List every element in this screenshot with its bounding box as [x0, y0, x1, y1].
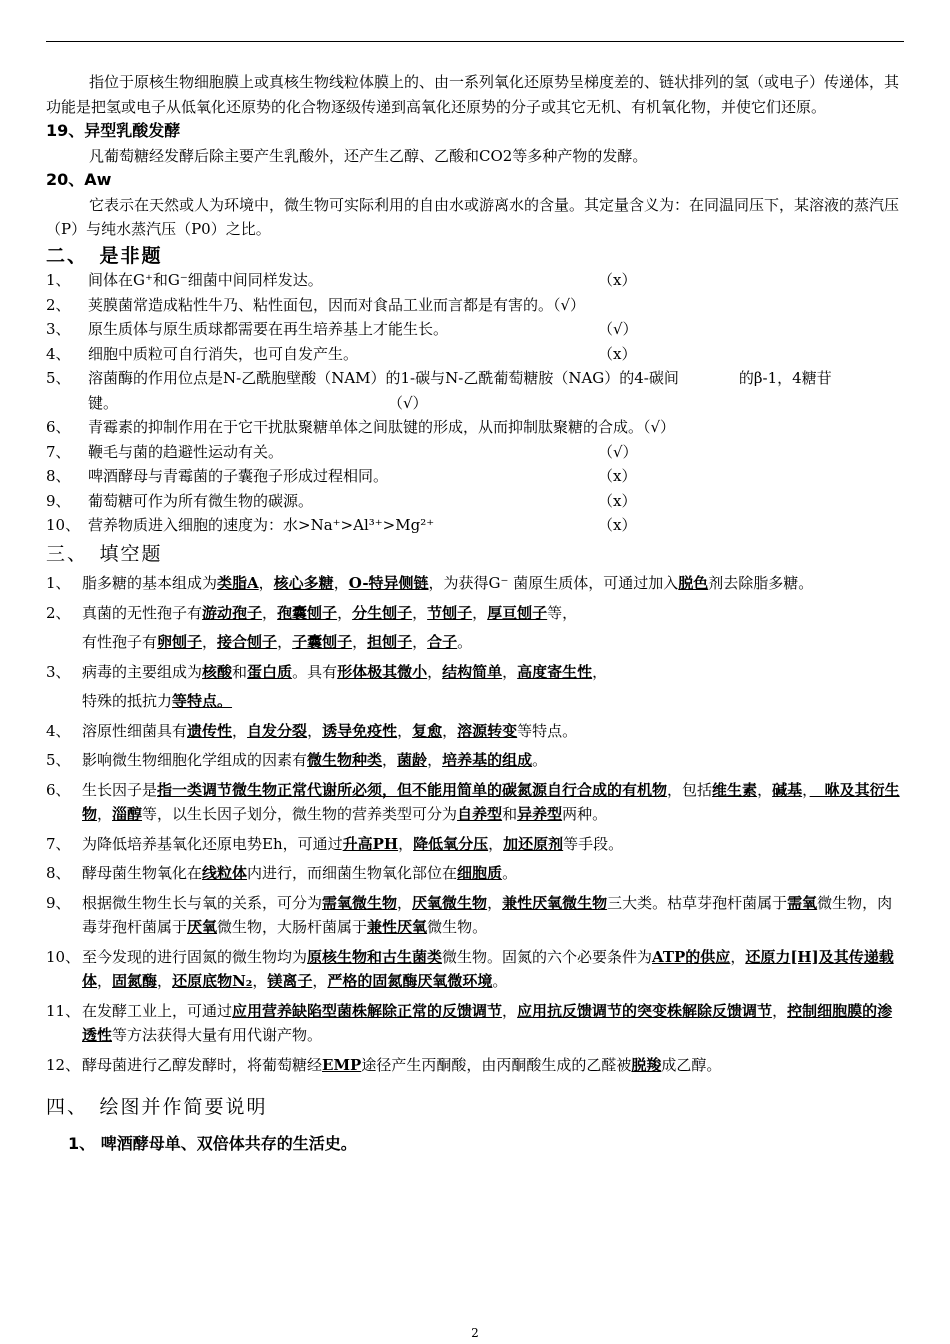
- item-statement: 鞭毛与菌的趋避性运动有关。: [88, 442, 284, 461]
- answer-blank: 淄醇: [112, 805, 143, 823]
- item-text-segment: 为降低培养基氧化还原电势Eh，可通过: [82, 834, 343, 853]
- true-false-item: [46, 415, 904, 440]
- item-text: [82, 999, 904, 1048]
- fill-in-item: [46, 719, 904, 744]
- answer-blank: 脱色: [678, 574, 709, 592]
- true-false-item: [46, 317, 904, 342]
- item-answer: [844, 293, 904, 318]
- section-true-false: 二、 是非题: [46, 244, 163, 267]
- answer-blank: 游动孢子: [202, 603, 263, 622]
- item-text-segment: ，: [262, 603, 278, 622]
- answer-blank: 子囊刨子: [292, 633, 353, 651]
- answer-blank: 菌龄: [397, 751, 428, 769]
- answer-blank: 厌氧微生物: [412, 893, 488, 912]
- fill-in-item: [46, 689, 904, 714]
- answer-blank: 孢囊刨子: [277, 603, 338, 622]
- item-statement: 青霉素的抑制作用在于它干扰肽聚糖单体之间肽键的形成，从而抑制肽聚糖的合成。（√）: [88, 418, 676, 436]
- item-text-segment: ，: [157, 972, 173, 990]
- item-number: 12、: [46, 1055, 81, 1074]
- item-text-segment: ，: [398, 834, 414, 853]
- item-text-segment: ，: [382, 751, 398, 769]
- item-text-segment: 途径产生丙酮酸，由丙酮酸生成的乙醛被: [361, 1055, 632, 1074]
- true-false-item: [46, 366, 904, 415]
- item-text: [82, 778, 904, 827]
- item-number: 7、: [46, 442, 71, 461]
- item-text-segment: ，: [258, 574, 274, 592]
- item-text-segment: 溶原性细菌具有: [82, 721, 188, 740]
- drawing-question-1: 1、 啤酒酵母单、双倍体共存的生活史。: [68, 1133, 357, 1153]
- true-false-item: [46, 464, 904, 489]
- item-text: [82, 891, 904, 940]
- answer-blank: 自养型: [457, 805, 503, 823]
- item-text-segment: ，: [333, 574, 349, 592]
- answer-blank: 降低氧分压: [413, 834, 489, 853]
- answer-blank: 镁离子: [267, 972, 313, 990]
- item-text: [82, 945, 904, 994]
- answer-blank: 培养基的组成: [442, 751, 533, 769]
- item-answer: （x）: [598, 271, 637, 289]
- item-text: [82, 719, 904, 744]
- item-text-segment: ，: [412, 603, 428, 622]
- item-text-segment: 微生物。: [427, 918, 488, 936]
- item-text-segment: 三大类。枯草芽孢杆菌属于: [607, 893, 788, 912]
- answer-blank: 高度寄生性: [517, 662, 593, 681]
- answer-blank: 兼性厌氧: [367, 918, 428, 936]
- true-false-item: [46, 268, 904, 293]
- definition-18: 指位于原核生物细胞膜上或真核生物线粒体膜上的、由一系列氧化还原势呈梯度差的、链状排列的氢（或电子）传递体，其功能是把氢或电子从低氧化还原势的化合物逐级传递到高氧化还原势的分子或其它无机、有机氧化物，并使它们还原。: [46, 73, 900, 116]
- answer-blank: 异养型: [517, 805, 563, 823]
- page-number: 2: [471, 1326, 479, 1340]
- answer-blank: 咻及其衍生物: [82, 780, 900, 823]
- fill-in-list: [46, 571, 904, 1077]
- item-text: [82, 748, 904, 773]
- true-false-list: [46, 268, 904, 538]
- answer-blank: 形体极其微小: [337, 662, 428, 681]
- item-text: [82, 1053, 904, 1078]
- fill-in-item: [46, 832, 904, 857]
- item-number: 8、: [46, 864, 71, 882]
- item-answer: （x）: [598, 344, 637, 363]
- item-text-segment: ，: [232, 721, 248, 740]
- fill-in-item: [46, 778, 904, 827]
- answer-blank: 蛋白质: [247, 662, 293, 681]
- answer-blank: 接合刨子: [217, 633, 278, 651]
- true-false-item: [46, 489, 904, 514]
- item-number: 10、: [46, 516, 81, 534]
- item-answer: [844, 415, 904, 440]
- item-text-segment: ，: [97, 805, 113, 823]
- item-text-segment: ，: [592, 662, 608, 681]
- item-statement: 间体在G⁺和G⁻细菌中间同样发达。: [88, 271, 323, 289]
- answer-blank: 核心多糖: [273, 574, 334, 592]
- item-text-segment: 和: [502, 805, 518, 823]
- item-text-segment: 酵母菌进行乙醇发酵时，将葡萄糖经: [82, 1055, 323, 1074]
- item-number: 5、: [46, 369, 71, 387]
- item-number: 10、: [46, 947, 81, 966]
- true-false-item: [46, 440, 904, 465]
- item-indent: [46, 630, 82, 655]
- fill-in-item: [46, 601, 904, 626]
- item-number: 9、: [46, 491, 71, 510]
- answer-blank: O-特异侧链: [348, 574, 429, 592]
- fill-in-item: [46, 630, 904, 655]
- item-text-segment: ，: [252, 972, 268, 990]
- item-indent: [46, 689, 82, 714]
- answer-blank: 结构简单: [442, 662, 503, 681]
- item-answer: （x）: [598, 491, 637, 510]
- item-text-segment: ，: [488, 834, 504, 853]
- item-text-segment: 等，: [547, 603, 578, 622]
- answer-blank: 脱羧: [631, 1055, 662, 1074]
- answer-blank: 线粒体: [202, 864, 248, 882]
- item-text-segment: 酵母菌生物氧化在: [82, 864, 203, 882]
- item-text-segment: 根据微生物生长与氧的关系，可分为: [82, 893, 323, 912]
- item-text-segment: 在发酵工业上，可通过: [82, 1001, 233, 1020]
- answer-blank: 指一类调节微生物正常代谢所必须，但不能用简单的碳氮源自行合成的有机物: [157, 780, 668, 799]
- definition-19: 凡葡萄糖经发酵后除主要产生乳酸外，还产生乙醇、乙酸和CO2等多种产物的发酵。: [89, 146, 648, 165]
- item-text: [82, 689, 904, 714]
- answer-blank: 需氧: [787, 893, 818, 912]
- fill-in-item: [46, 1053, 904, 1078]
- true-false-item: [46, 513, 904, 538]
- item-text-segment: ，: [97, 972, 113, 990]
- answer-blank: 厚亘刨子: [487, 603, 548, 622]
- item-statement: 溶菌酶的作用位点是N-乙酰胞壁酸（NAM）的1-碳与N-乙酰葡萄糖胺（NAG）的4-碳间 的β-1，4糖苷键。 （√）: [88, 369, 832, 412]
- answer-blank: 升高PH: [342, 834, 399, 853]
- item-text-segment: 生长因子是: [82, 780, 158, 799]
- item-text-segment: 成乙醇。: [661, 1055, 722, 1074]
- item-number: 6、: [46, 418, 71, 436]
- fill-in-item: [46, 660, 904, 685]
- answer-blank: 自发分裂: [247, 721, 308, 740]
- item-number: 1、: [46, 271, 71, 289]
- answer-blank: 厌氧: [187, 918, 218, 936]
- header-rule: [46, 41, 904, 42]
- item-number: 3、: [46, 320, 71, 338]
- item-text-segment: 真菌的无性孢子有: [82, 603, 203, 622]
- item-text-segment: ，: [412, 633, 428, 651]
- fill-in-item: [46, 999, 904, 1048]
- item-text-segment: ，: [312, 972, 328, 990]
- item-number: 2、: [46, 603, 71, 622]
- item-answer: （x）: [598, 467, 637, 485]
- item-text-segment: 特殊的抵抗力: [82, 692, 173, 710]
- item-statement: 营养物质进入细胞的速度为：水>Na⁺>Al³⁺>Mg²⁺: [88, 516, 435, 534]
- answer-blank: 担刨子: [367, 633, 413, 651]
- item-number: 5、: [46, 751, 71, 769]
- document-body: [46, 70, 904, 1156]
- item-number: 4、: [46, 721, 71, 740]
- item-text: [82, 832, 904, 857]
- item-text: [82, 601, 904, 626]
- answer-blank: 加还原剂: [503, 834, 564, 853]
- answer-blank: 分生刨子: [352, 603, 413, 622]
- answer-blank: EMP: [322, 1055, 362, 1074]
- item-statement: 细胞中质粒可自行消失，也可自发产生。: [88, 344, 359, 363]
- item-text-segment: ，: [352, 633, 368, 651]
- answer-blank: 类脂A: [217, 574, 259, 592]
- item-text-segment: ，包括: [667, 780, 713, 799]
- item-number: 2、: [46, 295, 71, 314]
- item-text-segment: 等，以生长因子划分，微生物的营养类型可分为: [142, 805, 458, 823]
- item-statement: 原生质体与原生质球都需要在再生培养基上才能生长。: [88, 320, 449, 338]
- answer-blank: 控制细胞膜的渗透性: [82, 1001, 893, 1044]
- item-number: 9、: [46, 893, 71, 912]
- item-text-segment: 等手段。: [563, 834, 624, 853]
- item-text-segment: 至今发现的进行固氮的微生物均为: [82, 947, 308, 966]
- answer-blank: 需氧微生物: [322, 893, 398, 912]
- item-text-segment: ，: [772, 1001, 788, 1020]
- item-text-segment: 脂多糖的基本组成为: [82, 574, 218, 592]
- item-number: 8、: [46, 467, 71, 485]
- item-text-segment: ，: [202, 633, 218, 651]
- item-text-segment: 微生物，大肠杆菌属于: [217, 918, 368, 936]
- item-text-segment: 微生物。固氮的六个必要条件为: [442, 947, 653, 966]
- item-number: 1、: [46, 574, 71, 592]
- item-text: [82, 571, 904, 596]
- item-text-segment: ，: [337, 603, 353, 622]
- item-text-segment: ，: [397, 893, 413, 912]
- item-text: [82, 630, 904, 655]
- fill-in-item: [46, 945, 904, 994]
- item-text-segment: ，: [277, 633, 293, 651]
- item-number: 7、: [46, 834, 71, 853]
- item-answer: （√）: [598, 442, 638, 461]
- item-statement: 荚膜菌常造成粘性牛乃、粘性面包，因而对食品工业而言都是有害的。（√）: [88, 295, 586, 314]
- item-answer: （x）: [598, 516, 637, 534]
- answer-blank: 细胞质: [457, 864, 503, 882]
- answer-blank: 兼性厌氧微生物: [502, 893, 608, 912]
- answer-blank: 等特点。: [172, 692, 233, 710]
- question-20-title: 20、Aw: [46, 170, 112, 189]
- fill-in-item: [46, 748, 904, 773]
- fill-in-item: [46, 861, 904, 886]
- item-text: [82, 660, 904, 685]
- answer-blank: 节刨子: [427, 603, 473, 622]
- item-text-segment: ，: [472, 603, 488, 622]
- answer-blank: 诱导免疫性: [322, 721, 398, 740]
- item-number: 11、: [46, 1001, 81, 1020]
- item-text-segment: 和: [232, 662, 248, 681]
- fill-in-item: [46, 891, 904, 940]
- question-19-title: 19、异型乳酸发酵: [46, 121, 181, 140]
- fill-in-item: [46, 571, 904, 596]
- item-text-segment: ，: [427, 662, 443, 681]
- item-text-segment: ，: [730, 947, 746, 966]
- item-text-segment: ，: [427, 751, 443, 769]
- item-text-segment: ，: [442, 721, 458, 740]
- item-text-segment: 微生物，肉毒芽孢杆菌属于: [82, 893, 893, 936]
- item-text: [82, 861, 904, 886]
- item-number: 3、: [46, 662, 71, 681]
- answer-blank: 溶源转变: [457, 721, 518, 740]
- item-text-segment: 。: [492, 972, 508, 990]
- item-text-segment: ，: [502, 662, 518, 681]
- item-text-segment: 剂去除脂多糖。: [708, 574, 814, 592]
- item-statement: 葡萄糖可作为所有微生物的碳源。: [88, 491, 314, 510]
- item-text-segment: 影响微生物细胞化学组成的因素有: [82, 751, 308, 769]
- answer-blank: 合子: [427, 633, 458, 651]
- answer-blank: 卵刨子: [157, 633, 203, 651]
- answer-blank: 微生物种类: [307, 751, 383, 769]
- item-text-segment: 等方法获得大量有用代谢产物。: [112, 1026, 323, 1044]
- answer-blank: 固氮酶: [112, 972, 158, 990]
- item-statement: 啤酒酵母与青霉菌的子囊孢子形成过程相同。: [88, 467, 389, 485]
- item-text-segment: 。: [532, 751, 548, 769]
- section-fill-in: 三、 填空题: [46, 542, 163, 565]
- item-answer: [844, 366, 904, 415]
- answer-blank: 应用营养缺陷型菌株解除正常的反馈调节: [232, 1001, 503, 1020]
- answer-blank: 遗传性: [187, 721, 233, 740]
- item-text-segment: 。: [457, 633, 473, 651]
- item-text-segment: ，: [802, 780, 810, 799]
- item-text-segment: 病毒的主要组成为: [82, 662, 203, 681]
- answer-blank: 还原底物N₂: [172, 972, 253, 990]
- true-false-item: [46, 293, 904, 318]
- item-text-segment: 。: [502, 864, 518, 882]
- item-text-segment: 两种。: [562, 805, 608, 823]
- item-text-segment: ，: [757, 780, 773, 799]
- answer-blank: 复愈: [412, 721, 443, 740]
- item-text-segment: 等特点。: [517, 721, 578, 740]
- answer-blank: 核酸: [202, 662, 233, 681]
- item-text-segment: 。具有: [292, 662, 338, 681]
- item-answer: （√）: [598, 320, 638, 338]
- answer-blank: 原核生物和古生菌类: [307, 947, 443, 966]
- answer-blank: ATP的供应: [652, 947, 731, 966]
- item-text-segment: ，: [397, 721, 413, 740]
- section-drawing: 四、 绘图并作简要说明: [46, 1096, 268, 1118]
- answer-blank: 碱基: [772, 780, 803, 799]
- answer-blank: 应用抗反馈调节的突变株解除反馈调节: [517, 1001, 773, 1020]
- item-text-segment: 有性孢子有: [82, 633, 158, 651]
- item-text-segment: ，: [487, 893, 503, 912]
- item-number: 6、: [46, 780, 71, 799]
- answer-blank: 还原力[H]及其传递载体: [82, 947, 894, 990]
- item-text-segment: 内进行，而细菌生物氧化部位在: [247, 864, 458, 882]
- definition-20: 它表示在天然或人为环境中，微生物可实际利用的自由水或游离水的含量。其定量含义为：在同温同压下，某溶液的蒸汽压（P）与纯水蒸汽压（P0）之比。: [46, 195, 900, 238]
- item-text-segment: ，为获得G⁻ 菌原生质体，可通过加入: [428, 574, 679, 592]
- true-false-item: [46, 342, 904, 367]
- item-text-segment: ，: [307, 721, 323, 740]
- answer-blank: 维生素: [712, 780, 758, 799]
- item-text-segment: ，: [502, 1001, 518, 1020]
- answer-blank: 严格的固氮酶厌氧微环境: [327, 972, 493, 990]
- item-number: 4、: [46, 344, 71, 363]
